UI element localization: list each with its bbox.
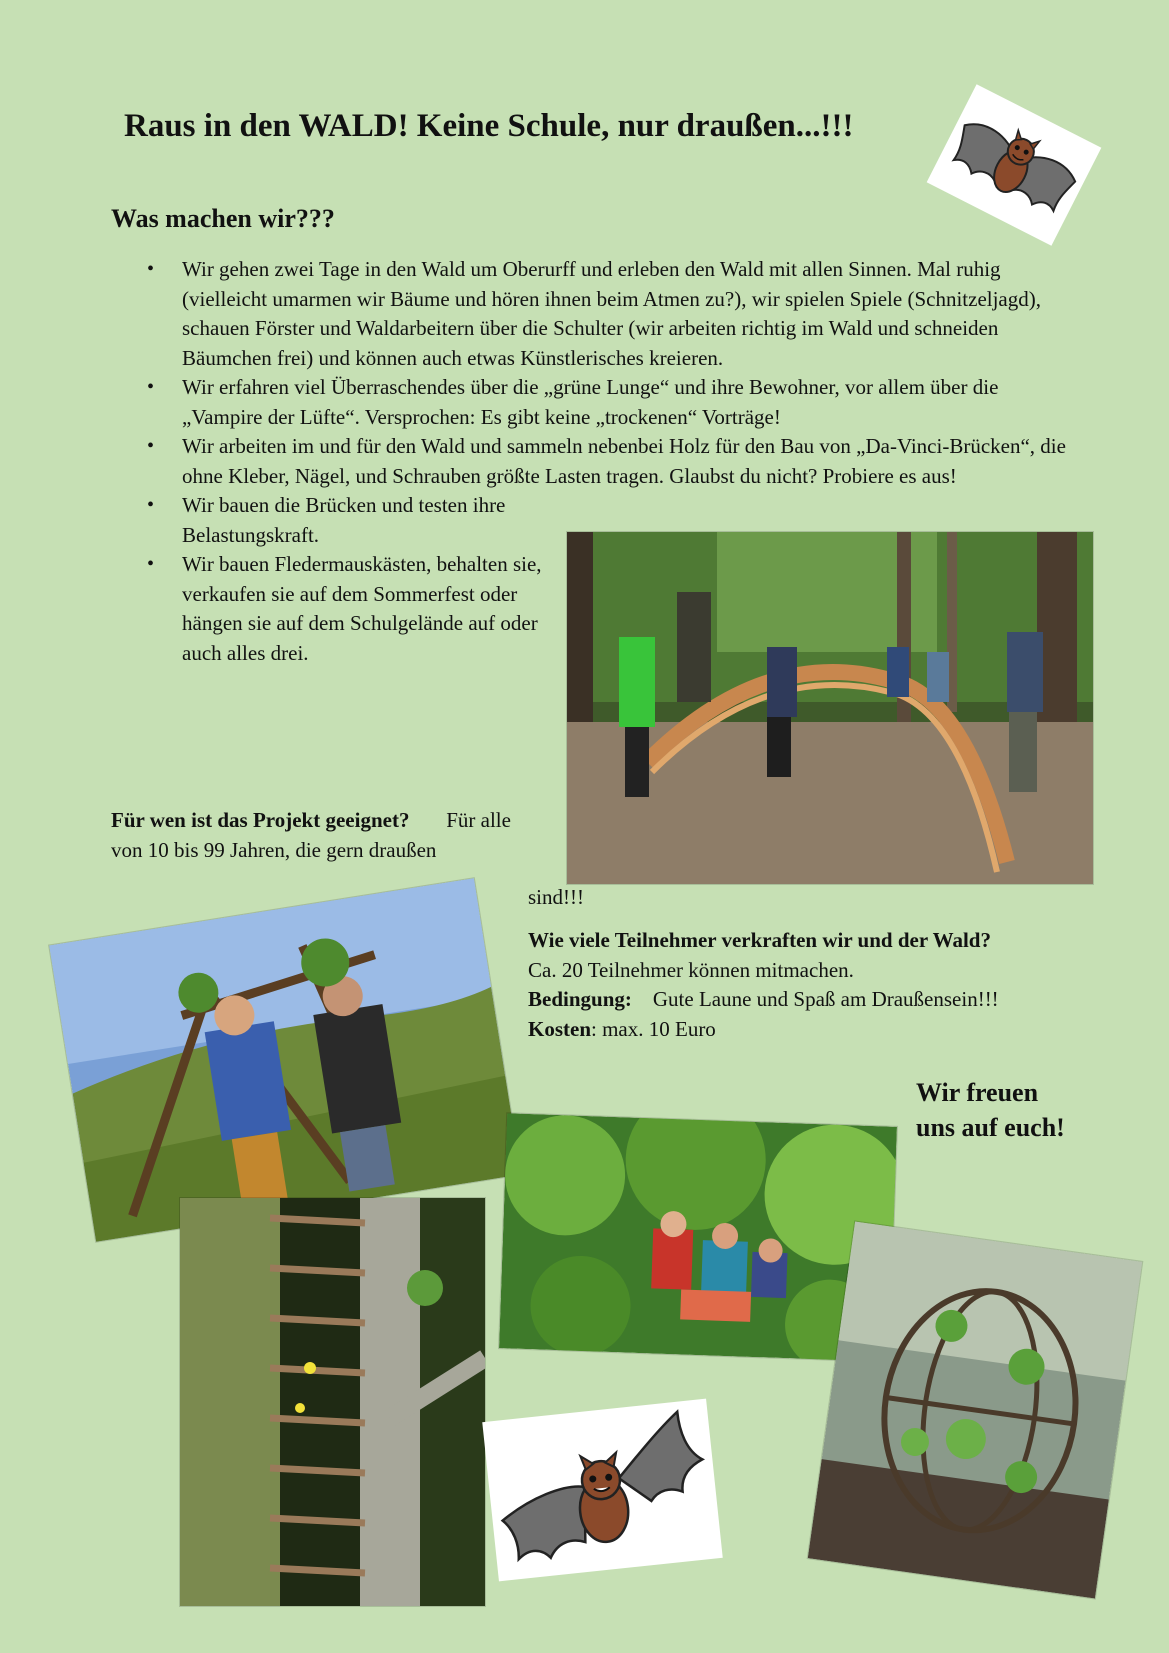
participants-text: Ca. 20 Teilnehmer können mitmachen. [528,957,854,982]
closing-line: uns auf euch! [916,1113,1065,1142]
info-block [528,926,1088,1044]
audience-text: Für alle von 10 bis 99 Jahren, die gern draußen [111,808,511,862]
list-item: • Wir gehen zwei Tage in den Wald um Oberurff und erleben den Wald mit allen Sinnen. Mal ruhig (vielleicht umarmen wir Bäume und hören ihnen beim Atmen zu?), wir spielen Spiele (Schnitzeljagd), schauen Förster und Waldarbeitern über die Schulter (wir arbeiten richtig im Wald und schneiden Bäumchen frei) und können auch etwas Künstlerisches kreieren. [140,255,1080,373]
list-item: • Wir erfahren viel Überraschendes über die „grüne Lunge“ und ihre Bewohner, vor allem über die „Vampire der Lüfte“. Versprochen: Es gibt keine „trockenen“ Vorträge! [140,373,1080,432]
bat-icon [482,1399,722,1582]
bat-card-bottom [482,1399,722,1582]
page-title: Raus in den WALD! Keine Schule, nur draußen...!!! [124,108,854,144]
audience-paragraph [111,806,531,865]
costs-text: : max. 10 Euro [591,1016,716,1041]
closing-text [916,1075,1065,1145]
willow-sphere-photo [808,1221,1142,1598]
closing-line: Wir freuen [916,1078,1039,1107]
condition-label: Bedingung: [528,987,632,1011]
tree-ladder-photo [180,1198,485,1606]
audience-text-continued: sind!!! [528,885,584,909]
kids-bushes-photo [499,1113,897,1361]
section-heading: Was machen wir??? [111,204,335,233]
bridge-photo [567,532,1093,884]
bat-icon [927,84,1102,246]
costs-label: Kosten [528,1016,591,1041]
condition-text: Gute Laune und Spaß am Draußensein!!! [652,987,999,1011]
list-item: • Wir arbeiten im und für den Wald und sammeln nebenbei Holz für den Bau von „Da-Vinci-Brücken“, die ohne Kleber, Nägel, und Schrauben größte Lasten tragen. Glaubst du nicht? Probiere es aus! [140,432,1080,491]
bat-card-top [927,84,1102,246]
list-item: • Wir bauen Fledermauskästen, behalten sie, verkaufen sie auf dem Sommerfest oder hängen sie auf dem Schulgelände auf oder auch alles drei. [140,550,552,668]
list-item: • Wir bauen die Brücken und testen ihre Belastungskraft. [140,491,552,550]
audience-label: Für wen ist das Projekt geeignet? [111,808,410,832]
participants-label: Wie viele Teilnehmer verkraften wir und der Wald? [528,928,991,952]
kids-building-photo [49,878,521,1242]
